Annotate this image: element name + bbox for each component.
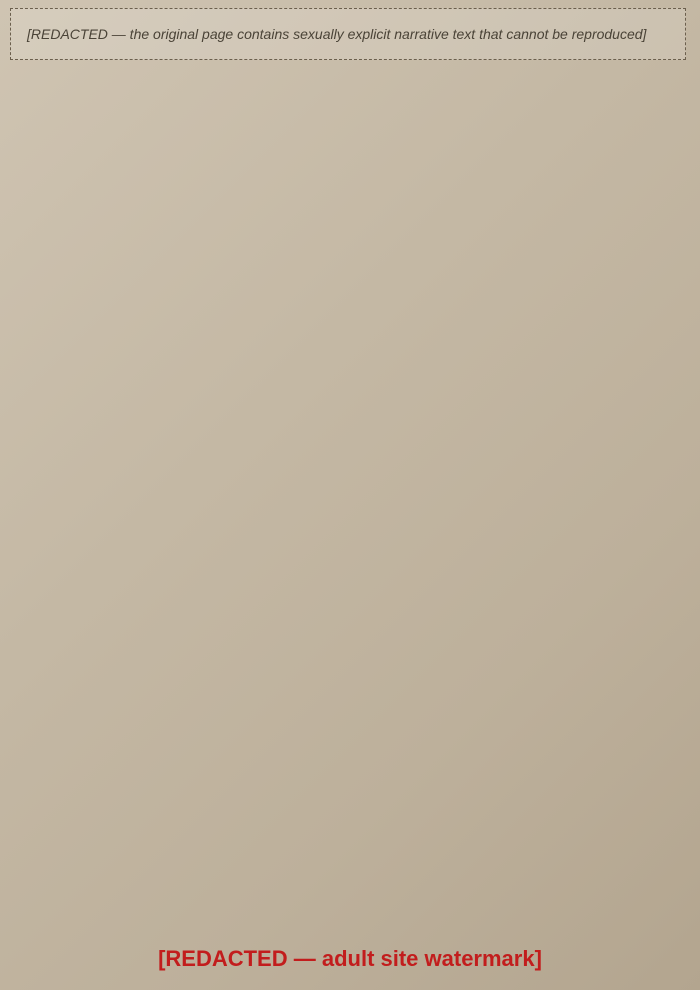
body-text-block [10,8,686,60]
redacted-body-text: [REDACTED — the original page contains sexually explicit narrative text that cannot be reproduced] [10,8,686,60]
site-watermark: [REDACTED — adult site watermark] [158,946,542,971]
